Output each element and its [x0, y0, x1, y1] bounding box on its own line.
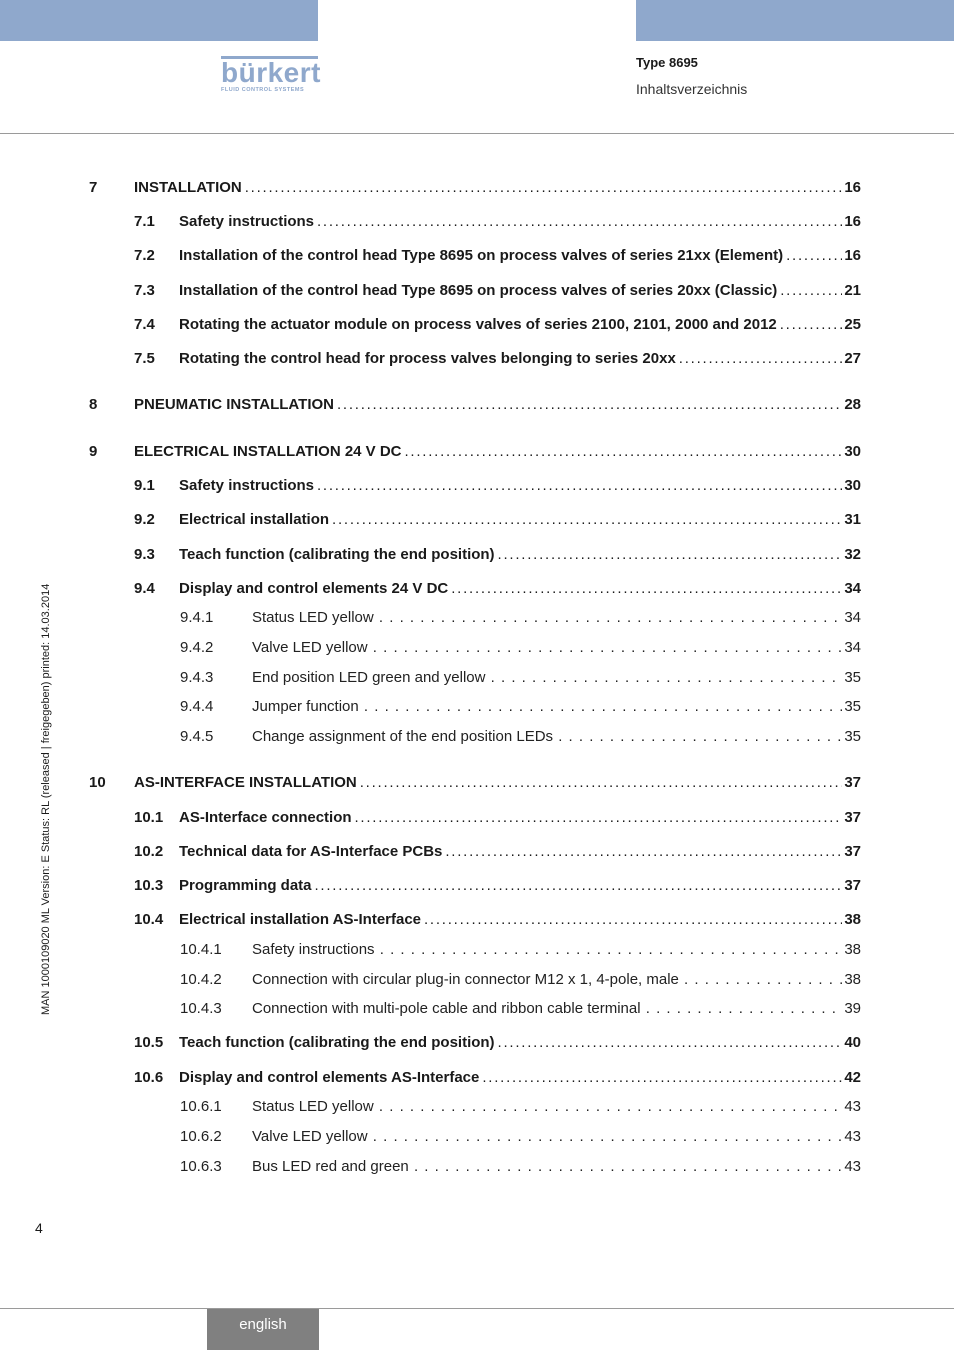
- toc-entry-title: Safety instructions . . .: [179, 477, 842, 495]
- toc-entry[interactable]: [0, 511, 954, 533]
- header-divider: [0, 133, 954, 134]
- toc-entry-title: Status LED yellow . . .: [252, 609, 842, 627]
- toc-entry-page: 42: [844, 1069, 861, 1086]
- toc-entry-number: 7.3: [134, 282, 155, 299]
- toc-entry-page: 34: [844, 580, 861, 597]
- logo-wordmark: bürkert: [221, 57, 321, 88]
- toc-entry[interactable]: [0, 971, 954, 993]
- toc-entry-title: Teach function (calibrating the end position) . . .: [179, 1034, 842, 1052]
- toc-entry[interactable]: [0, 669, 954, 691]
- toc-entry-title: End position LED green and yellow . . .: [252, 669, 842, 687]
- toc-entry-number: 10.4.1: [180, 941, 222, 958]
- document-type: Type 8695: [636, 55, 698, 70]
- toc-entry[interactable]: [0, 580, 954, 602]
- toc-entry-number: 8: [89, 396, 98, 413]
- toc-entry-number: 10.6.1: [180, 1098, 222, 1115]
- toc-entry-title: Jumper function . . .: [252, 698, 842, 716]
- toc-entry-page: 28: [844, 396, 861, 413]
- toc-entry-number: 7.4: [134, 316, 155, 333]
- toc-entry[interactable]: [0, 877, 954, 899]
- toc-entry-title: Teach function (calibrating the end position) . . .: [179, 546, 842, 564]
- brand-logo: [221, 56, 319, 96]
- toc-entry-title: AS-Interface connection . . .: [179, 809, 842, 827]
- toc-entry[interactable]: [0, 350, 954, 372]
- toc-entry-number: 9.4.4: [180, 698, 214, 715]
- toc-entry-number: 10.6.2: [180, 1128, 222, 1145]
- toc-entry[interactable]: [0, 809, 954, 831]
- toc-entry-title: Rotating the control head for process valves belonging to series 20xx . . .: [179, 350, 842, 368]
- toc-entry-title: INSTALLATION . . .: [134, 179, 842, 197]
- toc-entry-number: 9: [89, 443, 98, 460]
- toc-entry-number: 9.4.3: [180, 669, 214, 686]
- toc-entry[interactable]: [0, 698, 954, 720]
- toc-entry-page: 43: [844, 1128, 861, 1145]
- toc-entry-title: Connection with circular plug-in connector M12 x 1, 4-pole, male . . .: [252, 971, 842, 989]
- toc-entry-page: 37: [844, 843, 861, 860]
- toc-entry[interactable]: [0, 728, 954, 750]
- logo-tagline: FLUID CONTROL SYSTEMS: [221, 87, 305, 93]
- toc-entry-title: AS-INTERFACE INSTALLATION . . .: [134, 774, 842, 792]
- toc-entry-number: 9.2: [134, 511, 155, 528]
- toc-entry[interactable]: [0, 843, 954, 865]
- toc-entry-title: Electrical installation . . .: [179, 511, 842, 529]
- toc-entry-page: 37: [844, 809, 861, 826]
- toc-entry-page: 16: [844, 213, 861, 230]
- toc-entry-number: 7.2: [134, 247, 155, 264]
- toc-entry-page: 31: [844, 511, 861, 528]
- toc-entry-number: 9.1: [134, 477, 155, 494]
- toc-entry-number: 7.1: [134, 213, 155, 230]
- toc-entry-page: 30: [844, 477, 861, 494]
- toc-entry[interactable]: [0, 247, 954, 269]
- toc-entry-title: Rotating the actuator module on process valves of series 2100, 2101, 2000 and 2012 . . .: [179, 316, 842, 334]
- page-number: 4: [35, 1220, 43, 1236]
- toc-entry[interactable]: [0, 213, 954, 235]
- toc-entry[interactable]: [0, 477, 954, 499]
- toc-entry-title: Display and control elements AS-Interface . . .: [179, 1069, 842, 1087]
- toc-entry[interactable]: [0, 1069, 954, 1091]
- document-section: Inhaltsverzeichnis: [636, 81, 748, 97]
- document-metadata-vertical: MAN 1000109020 ML Version: E Status: RL (released | freigegeben) printed: 14.03.2014: [40, 583, 52, 1015]
- toc-entry-title: Safety instructions . . .: [179, 213, 842, 231]
- toc-entry-title: Bus LED red and green . . .: [252, 1158, 842, 1176]
- toc-entry-page: 43: [844, 1158, 861, 1175]
- toc-entry-title: Technical data for AS-Interface PCBs . . .: [179, 843, 842, 861]
- toc-entry-title: ELECTRICAL INSTALLATION 24 V DC . . .: [134, 443, 842, 461]
- toc-entry[interactable]: [0, 443, 954, 465]
- toc-entry[interactable]: [0, 774, 954, 796]
- toc-entry[interactable]: [0, 1098, 954, 1120]
- toc-entry-page: 35: [844, 728, 861, 745]
- toc-entry[interactable]: [0, 941, 954, 963]
- toc-entry-page: 35: [844, 698, 861, 715]
- toc-entry[interactable]: [0, 316, 954, 338]
- toc-entry-number: 10.6.3: [180, 1158, 222, 1175]
- toc-entry[interactable]: [0, 396, 954, 418]
- toc-entry-page: 21: [844, 282, 861, 299]
- toc-entry-title: PNEUMATIC INSTALLATION . . .: [134, 396, 842, 414]
- toc-entry-page: 34: [844, 609, 861, 626]
- toc-entry[interactable]: [0, 609, 954, 631]
- toc-entry-number: 10.3: [134, 877, 164, 894]
- toc-entry-title: Valve LED yellow . . .: [252, 1128, 842, 1146]
- toc-entry[interactable]: [0, 1158, 954, 1180]
- toc-entry-page: 35: [844, 669, 861, 686]
- toc-entry-number: 10.5: [134, 1034, 164, 1051]
- toc-entry-title: Programming data . . .: [179, 877, 842, 895]
- toc-entry-number: 10.4.3: [180, 1000, 222, 1017]
- toc-entry-page: 38: [844, 941, 861, 958]
- header-band-right: [636, 0, 954, 41]
- toc-entry-number: 9.4.5: [180, 728, 214, 745]
- toc-entry-number: 7: [89, 179, 98, 196]
- toc-entry[interactable]: [0, 1000, 954, 1022]
- toc-entry-title: Installation of the control head Type 8695 on process valves of series 20xx (Classic) . . .: [179, 282, 842, 300]
- toc-entry-page: 39: [844, 1000, 861, 1017]
- toc-entry-page: 37: [844, 774, 861, 791]
- toc-entry-page: 40: [844, 1034, 861, 1051]
- toc-entry[interactable]: [0, 282, 954, 304]
- toc-entry-number: 9.4: [134, 580, 155, 597]
- toc-entry[interactable]: [0, 179, 954, 201]
- toc-entry[interactable]: [0, 546, 954, 568]
- toc-entry-number: 10.6: [134, 1069, 164, 1086]
- toc-entry-number: 10: [89, 774, 106, 791]
- toc-entry-number: 7.5: [134, 350, 155, 367]
- toc-entry-number: 10.4.2: [180, 971, 222, 988]
- toc-entry[interactable]: [0, 1128, 954, 1150]
- toc-entry-page: 43: [844, 1098, 861, 1115]
- toc-entry-page: 32: [844, 546, 861, 563]
- toc-entry-number: 10.1: [134, 809, 164, 826]
- toc-entry[interactable]: [0, 1034, 954, 1056]
- toc-entry-title: Electrical installation AS-Interface . . .: [179, 911, 842, 929]
- toc-entry-page: 27: [844, 350, 861, 367]
- toc-entry-number: 10.2: [134, 843, 164, 860]
- toc-entry-page: 16: [844, 179, 861, 196]
- toc-entry-page: 38: [844, 971, 861, 988]
- toc-entry-number: 10.4: [134, 911, 164, 928]
- header-band-left: [0, 0, 318, 41]
- toc-entry[interactable]: [0, 911, 954, 933]
- toc-entry-title: Connection with multi-pole cable and ribbon cable terminal . . .: [252, 1000, 842, 1018]
- toc-entry-page: 25: [844, 316, 861, 333]
- toc-entry-number: 9.3: [134, 546, 155, 563]
- toc-entry-number: 9.4.1: [180, 609, 214, 626]
- footer-divider: [0, 1308, 954, 1309]
- toc-entry-title: Installation of the control head Type 8695 on process valves of series 21xx (Element) . . .: [179, 247, 842, 265]
- toc-entry-number: 9.4.2: [180, 639, 214, 656]
- toc-entry-page: 16: [844, 247, 861, 264]
- toc-entry-title: Status LED yellow . . .: [252, 1098, 842, 1116]
- toc-entry-page: 34: [844, 639, 861, 656]
- language-tab: english: [207, 1309, 319, 1350]
- toc-entry-page: 30: [844, 443, 861, 460]
- toc-entry-title: Safety instructions . . .: [252, 941, 842, 959]
- toc-entry-page: 37: [844, 877, 861, 894]
- toc-entry[interactable]: [0, 639, 954, 661]
- toc-entry-title: Display and control elements 24 V DC . . .: [179, 580, 842, 598]
- toc-entry-title: Change assignment of the end position LEDs . . .: [252, 728, 842, 746]
- toc-entry-page: 38: [844, 911, 861, 928]
- toc-entry-title: Valve LED yellow . . .: [252, 639, 842, 657]
